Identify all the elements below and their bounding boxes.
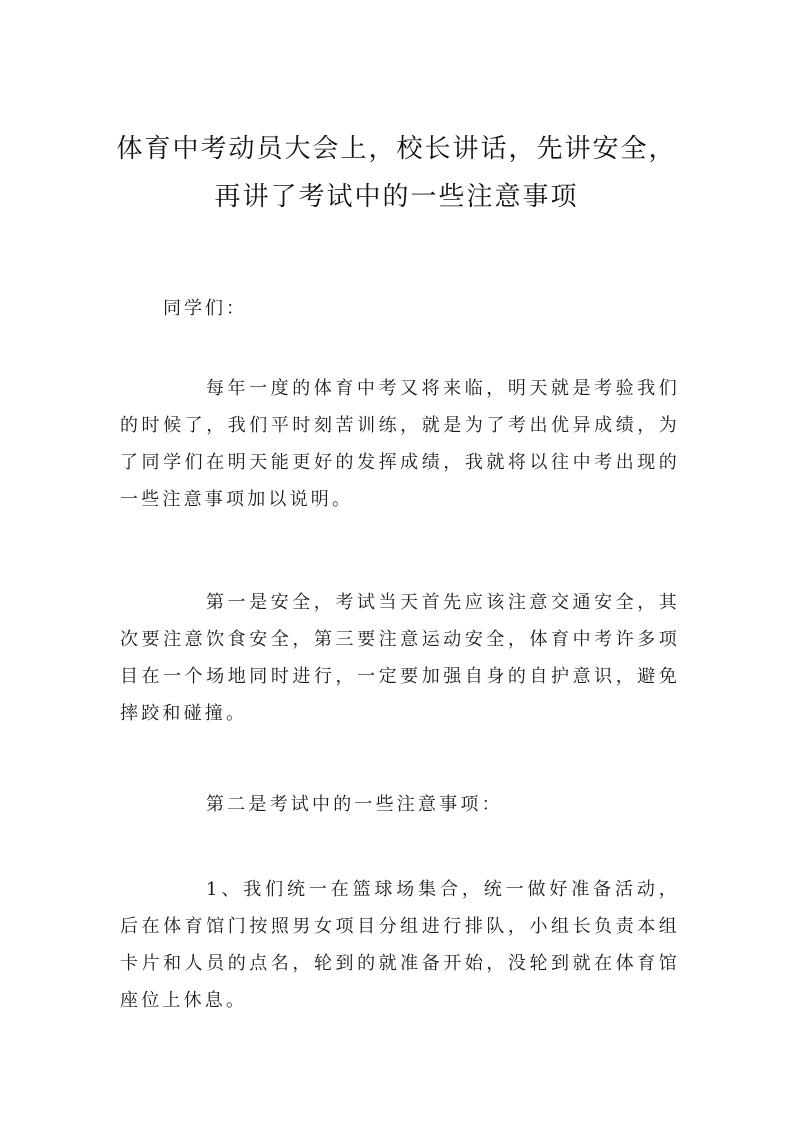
paragraph-intro: 每年一度的体育中考又将来临，明天就是考验我们的时候了，我们平时刻苦训练，就是为了考出优异成绩，为了同学们在明天能更好的发挥成绩，我就将以往中考出现的一些注意事项加以说明。: [120, 378, 680, 510]
document-title-line-2: 再讲了考试中的一些注意事项: [214, 182, 579, 212]
salutation: 同学们：: [163, 298, 247, 319]
paragraph-item-1: 1、我们统一在篮球场集合，统一做好准备活动，后在体育馆门按照男女项目分组进行排队，小组长负责本组卡片和人员的点名，轮到的就准备开始，没轮到就在体育馆座位上休息。: [120, 879, 680, 1011]
paragraph-exam-notes-heading: 第二是考试中的一些注意事项：: [206, 794, 503, 815]
paragraph-safety: 第一是安全，考试当天首先应该注意交通安全，其次要注意饮食安全，第三要注意运动安全，体育中考许多项目在一个场地同时进行，一定要加强自身的自护意识，避免摔跤和碰撞。: [120, 592, 680, 724]
document-title-line-1: 体育中考动员大会上，校长讲话，先讲安全，: [116, 134, 677, 164]
